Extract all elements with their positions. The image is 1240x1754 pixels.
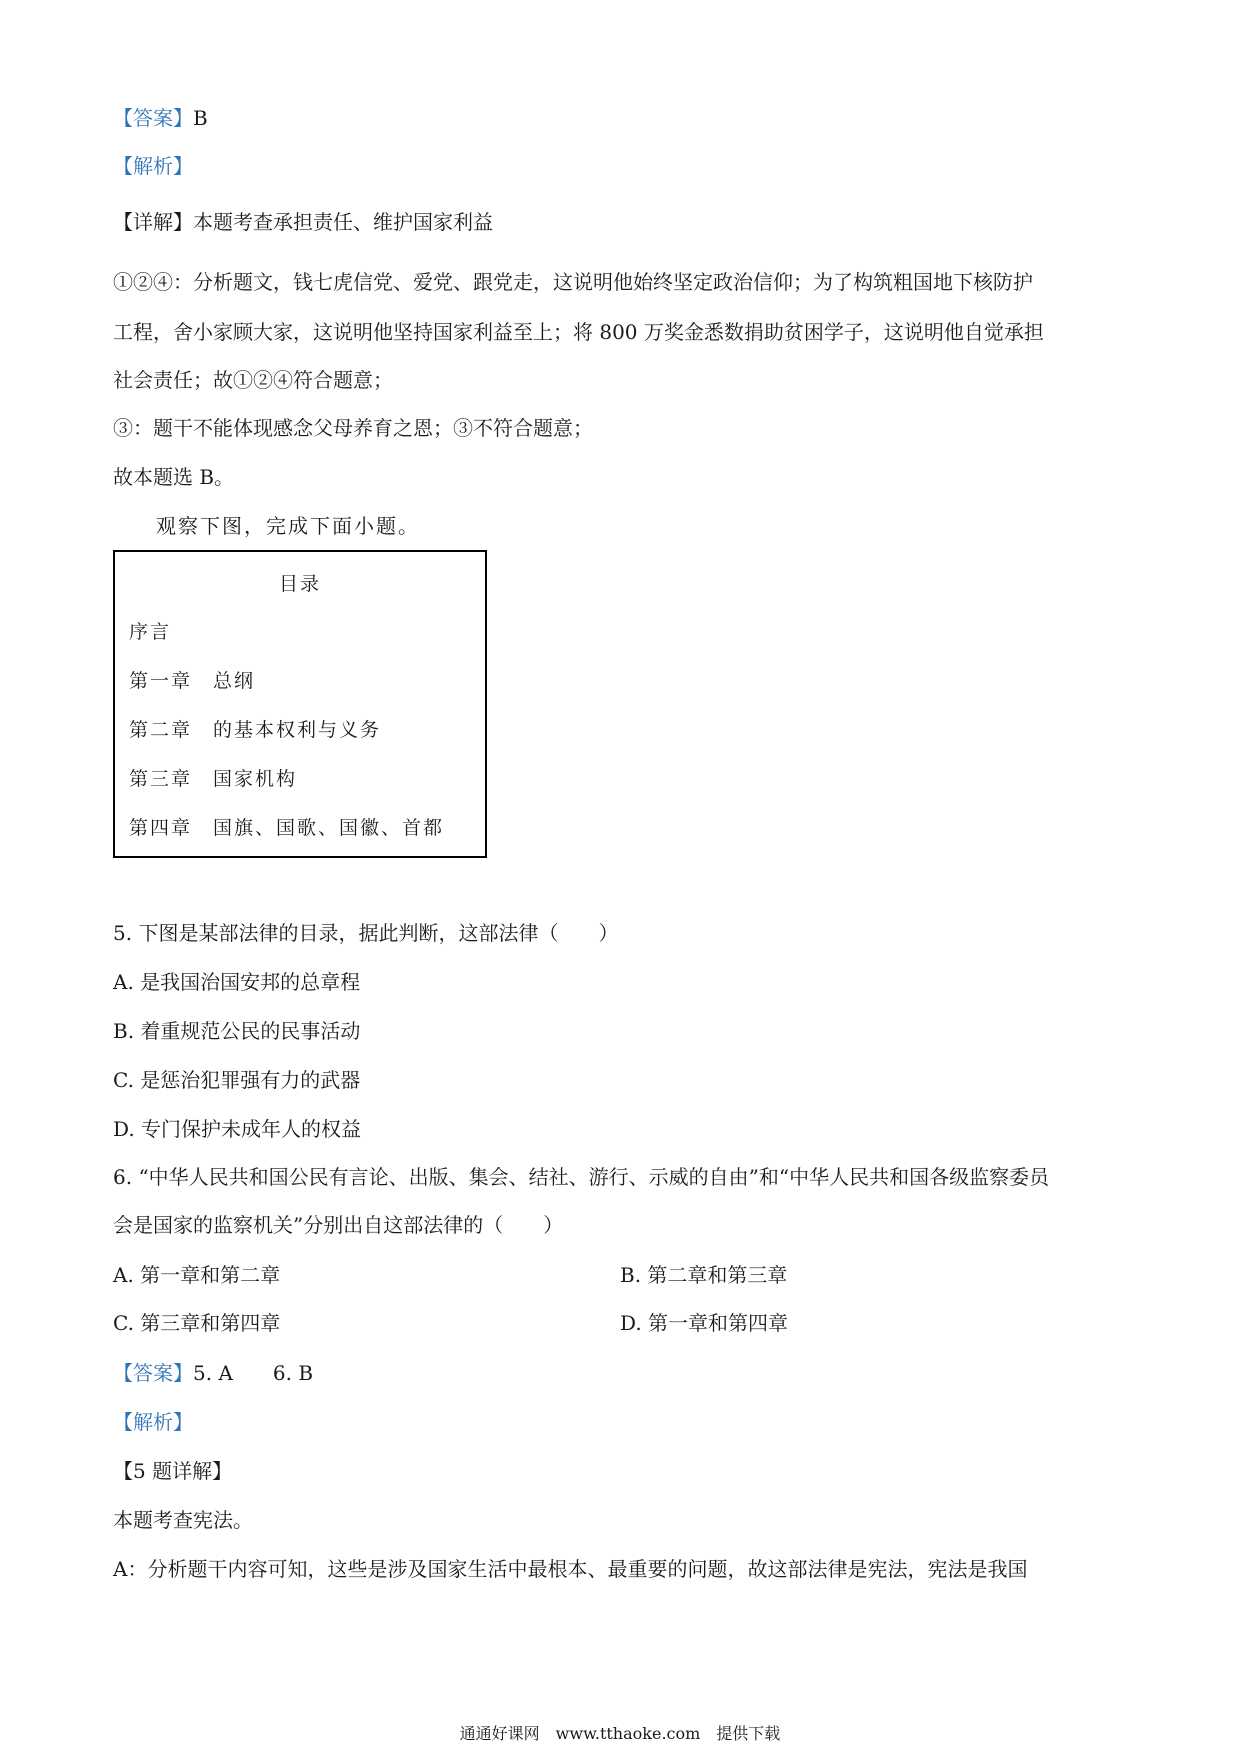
para1-line1: ①②④：分析题文，钱七虎信党、爱党、跟党走，这说明他始终坚定政治信仰；为了构筑粗国地下核防护: [113, 270, 1033, 294]
para1-line3: 社会责任；故①②④符合题意；: [113, 368, 393, 392]
q6-option-a: A. 第一章和第二章: [113, 1263, 281, 1287]
page-footer: 通通好课网 www.tthaoke.com 提供下载: [459, 1724, 781, 1743]
toc-item: 第二章 的基本权利与义务: [129, 719, 382, 741]
topic-line: 本题考查宪法。: [113, 1508, 253, 1532]
answer-tag: 【答案】: [113, 106, 193, 130]
q6-option-d: D. 第一章和第四章: [620, 1311, 789, 1335]
answer-line-1: [113, 104, 208, 132]
q6-option-b: B. 第二章和第三章: [620, 1263, 788, 1287]
answer-line-2: [113, 1359, 313, 1387]
q5-option-a: A. 是我国治国安邦的总章程: [113, 970, 361, 994]
q6-stem-line2: 会是国家的监察机关”分别出自这部法律的（ ）: [113, 1213, 564, 1237]
intro-text: 观察下图，完成下面小题。: [156, 514, 420, 538]
detail5-heading: 【5 题详解】: [113, 1459, 233, 1483]
analysis-a-line: A：分析题干内容可知，这些是涉及国家生活中最根本、最重要的问题，故这部法律是宪法，宪法是我国: [113, 1557, 1028, 1581]
q5-option-c: C. 是惩治犯罪强有力的武器: [113, 1068, 361, 1092]
answer-value: B: [193, 106, 208, 130]
q5-option-d: D. 专门保护未成年人的权益: [113, 1117, 362, 1141]
q5-stem: 5. 下图是某部法律的目录，据此判断，这部法律（ ）: [113, 921, 619, 945]
q5-option-b: B. 着重规范公民的民事活动: [113, 1019, 361, 1043]
toc-box: [113, 550, 487, 858]
conclusion: 故本题选 B。: [113, 465, 235, 489]
toc-title: 目录: [278, 573, 321, 595]
toc-item: 第一章 总纲: [129, 670, 256, 692]
q6-stem-line1: 6. “中华人民共和国公民有言论、出版、集会、结社、游行、示威的自由”和“中华人民共和国各级监察委员: [113, 1165, 1050, 1189]
answer-tag: 【答案】: [113, 1361, 193, 1385]
analysis-tag-2: 【解析】: [113, 1410, 193, 1434]
detail-heading: 【详解】本题考查承担责任、维护国家利益: [113, 210, 493, 234]
para2: ③：题干不能体现感念父母养育之恩；③不符合题意；: [113, 416, 593, 440]
toc-item: 序言: [129, 621, 172, 643]
answer-value: 5. A 6. B: [193, 1361, 314, 1385]
toc-item: 第三章 国家机构: [129, 768, 298, 790]
toc-item: 第四章 国旗、国歌、国徽、首都: [129, 817, 445, 839]
para1-line2: 工程，舍小家顾大家，这说明他坚持国家利益至上；将 800 万奖金悉数捐助贫困学子，这说明他自觉承担: [113, 320, 1044, 344]
analysis-tag: 【解析】: [113, 154, 193, 178]
q6-option-c: C. 第三章和第四章: [113, 1311, 281, 1335]
